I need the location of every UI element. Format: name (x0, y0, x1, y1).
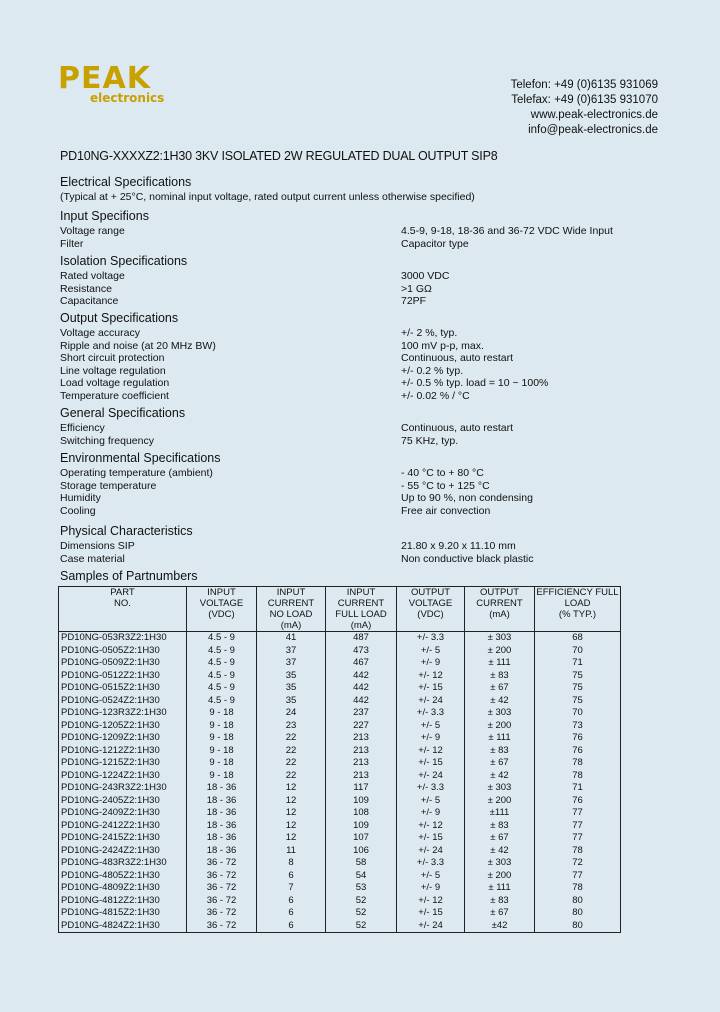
logo-subtitle: electronics (90, 91, 165, 105)
spec-label: Ripple and noise (at 20 MHz BW) (60, 339, 216, 352)
table-cell: 72 (535, 857, 621, 870)
table-cell: 9 - 18 (187, 707, 257, 720)
spec-row (60, 225, 660, 238)
website-link[interactable]: www.peak-electronics.de (530, 109, 658, 121)
table-cell: 213 (326, 745, 397, 758)
table-cell: +/- 24 (397, 695, 465, 708)
spec-row (60, 390, 660, 403)
table-cell: 71 (535, 657, 621, 670)
table-cell: ± 42 (465, 695, 535, 708)
spec-row (60, 238, 660, 251)
spec-value: Up to 90 %, non condensing (401, 492, 533, 505)
table-cell: ± 111 (465, 732, 535, 745)
spec-row (60, 540, 660, 553)
spec-label: Storage temperature (60, 479, 157, 492)
table-cell: +/- 3.3 (397, 632, 465, 645)
part-number-cell: PD10NG-053R3Z2:1H30 (59, 632, 187, 645)
spec-row (60, 467, 660, 480)
spec-value: >1 GΩ (401, 282, 432, 295)
table-cell: 4.5 - 9 (187, 670, 257, 683)
table-cell: 18 - 36 (187, 795, 257, 808)
spec-label: Short circuit protection (60, 352, 165, 365)
table-row (59, 645, 621, 658)
table-cell: 75 (535, 695, 621, 708)
table-cell: +/- 9 (397, 657, 465, 670)
table-cell: 9 - 18 (187, 745, 257, 758)
table-cell: 22 (257, 757, 326, 770)
spec-value: Continuous, auto restart (401, 352, 514, 365)
spec-value: +/- 0.5 % typ. load = 10 ~ 100% (401, 377, 549, 390)
table-cell: ± 67 (465, 757, 535, 770)
spec-label: Resistance (60, 282, 112, 295)
table-cell: +/- 12 (397, 895, 465, 908)
table-cell: 467 (326, 657, 397, 670)
spec-row (60, 295, 660, 308)
table-cell: +/- 15 (397, 907, 465, 920)
table-cell: ± 83 (465, 895, 535, 908)
spec-value: 3000 VDC (401, 270, 450, 282)
table-cell: 442 (326, 695, 397, 708)
table-cell: 36 - 72 (187, 920, 257, 933)
table-cell: 22 (257, 770, 326, 783)
table-cell: +/- 24 (397, 770, 465, 783)
table-cell: 37 (257, 657, 326, 670)
table-cell: +/- 15 (397, 832, 465, 845)
spec-value: 72PF (401, 295, 427, 308)
samples-heading: Samples of Partnumbers (60, 569, 198, 583)
table-cell: 76 (535, 745, 621, 758)
spec-label: Switching frequency (60, 434, 154, 447)
fax-number: Telefax: +49 (0)6135 931070 (511, 94, 658, 106)
spec-label: Dimensions SIP (60, 540, 135, 552)
table-cell: 487 (326, 632, 397, 645)
spec-label: Voltage range (60, 225, 125, 237)
table-header-cell: EFFICIENCY FULL LOAD (% TYP.) (535, 587, 621, 632)
table-cell: 18 - 36 (187, 820, 257, 833)
spec-value: +/- 0.2 % typ. (401, 364, 464, 377)
part-number-cell: PD10NG-4805Z2:1H30 (59, 870, 187, 883)
table-cell: 54 (326, 870, 397, 883)
table-row (59, 882, 621, 895)
table-cell: 213 (326, 770, 397, 783)
email-link[interactable]: info@peak-electronics.de (528, 124, 658, 136)
table-cell: +/- 24 (397, 920, 465, 933)
environmental-heading: Environmental Specifications (60, 451, 221, 465)
phone-number: Telefon: +49 (0)6135 931069 (510, 79, 658, 91)
table-cell: 36 - 72 (187, 895, 257, 908)
table-cell: 80 (535, 907, 621, 920)
part-number-cell: PD10NG-1224Z2:1H30 (59, 770, 187, 783)
table-cell: 9 - 18 (187, 757, 257, 770)
table-cell: 12 (257, 820, 326, 833)
table-cell: 442 (326, 682, 397, 695)
physical-heading: Physical Characteristics (60, 524, 193, 538)
table-header-cell: INPUT CURRENT NO LOAD (mA) (257, 587, 326, 632)
table-cell: 9 - 18 (187, 720, 257, 733)
table-cell: 106 (326, 845, 397, 858)
table-cell: ± 111 (465, 882, 535, 895)
general-heading: General Specifications (60, 406, 186, 420)
company-logo (58, 61, 165, 105)
table-cell: +/- 5 (397, 645, 465, 658)
part-number-cell: PD10NG-4812Z2:1H30 (59, 895, 187, 908)
table-cell: ± 200 (465, 720, 535, 733)
table-row (59, 682, 621, 695)
table-cell: 24 (257, 707, 326, 720)
table-cell: ± 303 (465, 782, 535, 795)
spec-value: +/- 0.02 % / °C (401, 390, 470, 402)
spec-value: - 40 °C to + 80 °C (401, 467, 484, 479)
spec-label: Capacitance (60, 295, 119, 308)
part-number-cell: PD10NG-2409Z2:1H30 (59, 807, 187, 820)
table-row (59, 632, 621, 645)
table-row (59, 920, 621, 933)
table-cell: 213 (326, 757, 397, 770)
document-title: PD10NG-XXXXZ2:1H30 3KV ISOLATED 2W REGULATED DUAL OUTPUT SIP8 (60, 149, 498, 163)
table-cell: 36 - 72 (187, 907, 257, 920)
table-cell: ± 83 (465, 820, 535, 833)
spec-label: Case material (60, 552, 125, 565)
table-cell: 4.5 - 9 (187, 632, 257, 645)
logo-wordmark: PEAK (58, 61, 151, 96)
spec-row (60, 327, 660, 340)
table-cell: ± 303 (465, 857, 535, 870)
table-cell: 18 - 36 (187, 832, 257, 845)
table-cell: 9 - 18 (187, 770, 257, 783)
part-number-cell: PD10NG-0505Z2:1H30 (59, 645, 187, 658)
table-row (59, 695, 621, 708)
table-cell: 70 (535, 707, 621, 720)
table-row (59, 907, 621, 920)
table-cell: 77 (535, 807, 621, 820)
table-cell: 4.5 - 9 (187, 657, 257, 670)
table-cell: 75 (535, 682, 621, 695)
table-row (59, 770, 621, 783)
table-cell: +/- 15 (397, 757, 465, 770)
part-number-cell: PD10NG-4815Z2:1H30 (59, 907, 187, 920)
part-number-cell: PD10NG-1212Z2:1H30 (59, 745, 187, 758)
spec-label: Efficiency (60, 422, 105, 434)
table-cell: +/- 24 (397, 845, 465, 858)
table-cell: 6 (257, 895, 326, 908)
table-cell: ± 200 (465, 795, 535, 808)
table-cell: +/- 5 (397, 720, 465, 733)
spec-label: Humidity (60, 492, 101, 505)
spec-row (60, 283, 660, 296)
table-cell: +/- 12 (397, 670, 465, 683)
table-cell: 36 - 72 (187, 882, 257, 895)
table-row (59, 782, 621, 795)
table-cell: 12 (257, 832, 326, 845)
table-cell: 35 (257, 670, 326, 683)
table-cell: 76 (535, 732, 621, 745)
table-cell: 36 - 72 (187, 870, 257, 883)
table-cell: 76 (535, 795, 621, 808)
table-row (59, 707, 621, 720)
table-cell: ± 83 (465, 670, 535, 683)
part-number-cell: PD10NG-243R3Z2:1H30 (59, 782, 187, 795)
spec-row (60, 352, 660, 365)
spec-row (60, 553, 660, 566)
spec-value: Continuous, auto restart (401, 422, 514, 434)
table-cell: 78 (535, 770, 621, 783)
electrical-heading: Electrical Specifications (60, 175, 192, 189)
table-row (59, 720, 621, 733)
part-number-cell: PD10NG-1215Z2:1H30 (59, 757, 187, 770)
spec-label: Operating temperature (ambient) (60, 467, 213, 479)
part-number-cell: PD10NG-4809Z2:1H30 (59, 882, 187, 895)
table-cell: 6 (257, 907, 326, 920)
table-cell: 23 (257, 720, 326, 733)
table-cell: 237 (326, 707, 397, 720)
table-cell: ± 303 (465, 707, 535, 720)
spec-label: Load voltage regulation (60, 377, 170, 390)
contact-block (511, 78, 658, 138)
table-header-cell: OUTPUT CURRENT (mA) (465, 587, 535, 632)
table-cell: ± 67 (465, 682, 535, 695)
table-cell: +/- 9 (397, 882, 465, 895)
table-header-cell: INPUT VOLTAGE (VDC) (187, 587, 257, 632)
table-cell: 227 (326, 720, 397, 733)
table-cell: +/- 3.3 (397, 782, 465, 795)
part-number-cell: PD10NG-0512Z2:1H30 (59, 670, 187, 683)
table-header-cell: OUTPUT VOLTAGE (VDC) (397, 587, 465, 632)
part-number-cell: PD10NG-0524Z2:1H30 (59, 695, 187, 708)
table-cell: 12 (257, 807, 326, 820)
table-cell: ± 111 (465, 657, 535, 670)
table-cell: ± 303 (465, 632, 535, 645)
spec-value: 100 mV p-p, max. (401, 339, 484, 352)
table-cell: 80 (535, 895, 621, 908)
partnumbers-table (58, 586, 621, 933)
table-cell: 78 (535, 882, 621, 895)
table-cell: 6 (257, 920, 326, 933)
table-cell: +/- 3.3 (397, 707, 465, 720)
table-cell: 8 (257, 857, 326, 870)
table-cell: 11 (257, 845, 326, 858)
spec-value: 21.80 x 9.20 x 11.10 mm (401, 540, 516, 552)
table-cell: 117 (326, 782, 397, 795)
spec-row (60, 365, 660, 378)
spec-label: Rated voltage (60, 270, 125, 282)
table-cell: 9 - 18 (187, 732, 257, 745)
table-cell: 80 (535, 920, 621, 933)
table-cell: 77 (535, 870, 621, 883)
table-cell: 213 (326, 732, 397, 745)
spec-value: 75 KHz, typ. (401, 434, 459, 447)
table-row (59, 807, 621, 820)
table-cell: 18 - 36 (187, 807, 257, 820)
spec-label: Filter (60, 237, 84, 250)
table-cell: ± 67 (465, 907, 535, 920)
spec-value: +/- 2 %, typ. (401, 327, 458, 339)
spec-label: Temperature coefficient (60, 390, 169, 402)
table-cell: 18 - 36 (187, 845, 257, 858)
table-row (59, 845, 621, 858)
table-cell: ± 42 (465, 770, 535, 783)
spec-row (60, 422, 660, 435)
table-cell: 12 (257, 795, 326, 808)
table-cell: 109 (326, 795, 397, 808)
table-cell: 71 (535, 782, 621, 795)
table-cell: 68 (535, 632, 621, 645)
spec-row (60, 492, 660, 505)
table-cell: +/- 3.3 (397, 857, 465, 870)
part-number-cell: PD10NG-2412Z2:1H30 (59, 820, 187, 833)
table-row (59, 895, 621, 908)
part-number-cell: PD10NG-0509Z2:1H30 (59, 657, 187, 670)
part-number-cell: PD10NG-4824Z2:1H30 (59, 920, 187, 933)
table-cell: ± 200 (465, 645, 535, 658)
table-cell: 78 (535, 757, 621, 770)
table-cell: 107 (326, 832, 397, 845)
spec-value: Capacitor type (401, 237, 469, 250)
table-cell: 52 (326, 895, 397, 908)
table-header-cell: INPUT CURRENT FULL LOAD (mA) (326, 587, 397, 632)
table-cell: 7 (257, 882, 326, 895)
table-cell: 4.5 - 9 (187, 645, 257, 658)
table-cell: 70 (535, 645, 621, 658)
spec-value: 4.5-9, 9-18, 18-36 and 36-72 VDC Wide Input (401, 225, 613, 237)
table-cell: 4.5 - 9 (187, 682, 257, 695)
part-number-cell: PD10NG-483R3Z2:1H30 (59, 857, 187, 870)
spec-row (60, 377, 660, 390)
part-number-cell: PD10NG-1205Z2:1H30 (59, 720, 187, 733)
table-cell: 35 (257, 695, 326, 708)
table-cell: 58 (326, 857, 397, 870)
table-cell: ±111 (465, 807, 535, 820)
part-number-cell: PD10NG-123R3Z2:1H30 (59, 707, 187, 720)
table-cell: 6 (257, 870, 326, 883)
table-cell: ± 42 (465, 845, 535, 858)
table-cell: 36 - 72 (187, 857, 257, 870)
table-cell: 109 (326, 820, 397, 833)
spec-label: Line voltage regulation (60, 364, 166, 377)
table-cell: 22 (257, 745, 326, 758)
table-cell: 35 (257, 682, 326, 695)
table-row (59, 732, 621, 745)
spec-label: Voltage accuracy (60, 327, 140, 339)
table-cell: 108 (326, 807, 397, 820)
spec-value: - 55 °C to + 125 °C (401, 479, 490, 492)
table-cell: 4.5 - 9 (187, 695, 257, 708)
table-cell: 52 (326, 920, 397, 933)
table-cell: 53 (326, 882, 397, 895)
spec-value: Non conductive black plastic (401, 552, 534, 565)
table-row (59, 820, 621, 833)
table-cell: 18 - 36 (187, 782, 257, 795)
table-row (59, 757, 621, 770)
part-number-cell: PD10NG-0515Z2:1H30 (59, 682, 187, 695)
part-number-cell: PD10NG-2405Z2:1H30 (59, 795, 187, 808)
part-number-cell: PD10NG-2415Z2:1H30 (59, 832, 187, 845)
table-cell: 22 (257, 732, 326, 745)
table-row (59, 832, 621, 845)
table-cell: ± 83 (465, 745, 535, 758)
table-row (59, 795, 621, 808)
spec-row (60, 505, 660, 518)
table-row (59, 857, 621, 870)
spec-row (60, 480, 660, 493)
table-cell: ± 200 (465, 870, 535, 883)
part-number-cell: PD10NG-2424Z2:1H30 (59, 845, 187, 858)
spec-value: Free air convection (401, 504, 491, 517)
table-cell: ± 67 (465, 832, 535, 845)
table-cell: 41 (257, 632, 326, 645)
table-cell: ±42 (465, 920, 535, 933)
isolation-heading: Isolation Specifications (60, 254, 188, 268)
table-row (59, 657, 621, 670)
output-heading: Output Specifications (60, 311, 179, 325)
table-cell: 52 (326, 907, 397, 920)
table-cell: 77 (535, 820, 621, 833)
table-cell: +/- 5 (397, 795, 465, 808)
spec-row (60, 340, 660, 353)
table-header-cell: PART NO. (59, 587, 187, 632)
spec-row (60, 270, 660, 283)
table-cell: 473 (326, 645, 397, 658)
electrical-note: (Typical at + 25°C, nominal input voltage, rated output current unless otherwise specified) (60, 191, 475, 203)
table-cell: 12 (257, 782, 326, 795)
spec-row (60, 435, 660, 448)
input-heading: Input Specifions (60, 209, 149, 223)
table-cell: +/- 12 (397, 745, 465, 758)
table-cell: 77 (535, 832, 621, 845)
table-row (59, 870, 621, 883)
table-cell: 78 (535, 845, 621, 858)
table-cell: 442 (326, 670, 397, 683)
table-cell: +/- 5 (397, 870, 465, 883)
table-cell: 37 (257, 645, 326, 658)
table-cell: 75 (535, 670, 621, 683)
table-cell: +/- 15 (397, 682, 465, 695)
table-cell: +/- 12 (397, 820, 465, 833)
table-cell: 73 (535, 720, 621, 733)
table-cell: +/- 9 (397, 807, 465, 820)
spec-label: Cooling (60, 504, 96, 517)
table-cell: +/- 9 (397, 732, 465, 745)
table-row (59, 670, 621, 683)
part-number-cell: PD10NG-1209Z2:1H30 (59, 732, 187, 745)
table-row (59, 745, 621, 758)
